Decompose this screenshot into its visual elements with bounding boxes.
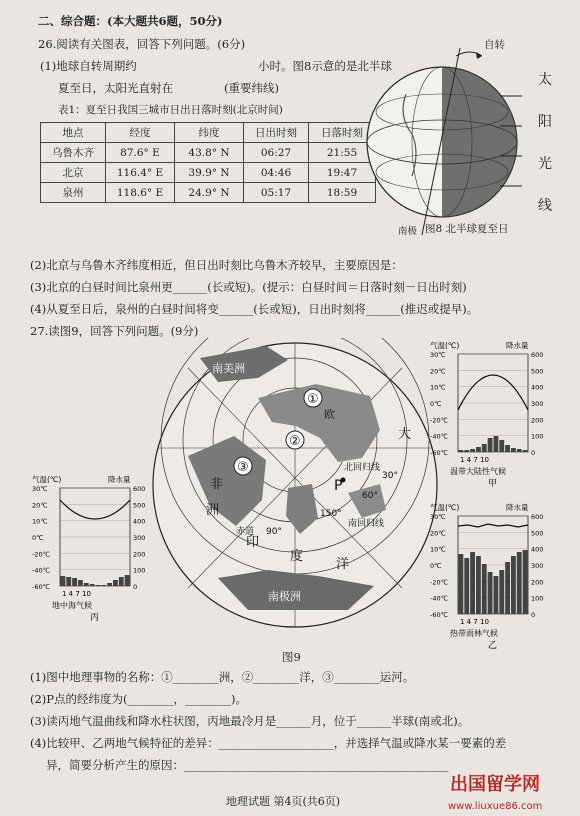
table-cell: 18:59 (309, 183, 376, 203)
precip-bar (494, 436, 499, 452)
climate-chart-jia (428, 338, 558, 490)
watermark-site: 出国留学网 (450, 774, 540, 795)
precip-bar (505, 445, 510, 452)
table-header: 经度 (106, 123, 175, 143)
q27-p4a: (4)比较甲、乙两地气候特征的差异：____________________，并选择气温或降水某一要素的差 (30, 736, 507, 750)
table-cell: 北京 (41, 163, 106, 183)
q26-table-caption: 表1：夏至日我国三城市日出日落时刻(北京时间) (58, 104, 283, 116)
map-label: 60° (362, 491, 378, 501)
q26-p3: (3)北京的白昼时间比泉州更______(长或短)。(提示：白昼时间＝日落时刻－日出时刻) (30, 280, 467, 294)
temp-tick-label: -60℃ (430, 449, 448, 457)
temp-tick-label: -40℃ (32, 566, 50, 575)
night-side (442, 67, 517, 217)
temp-tick-label: 20℃ (430, 367, 446, 376)
climate-letter: 甲 (488, 479, 498, 489)
precip-bar (84, 583, 89, 586)
rain-tick-label: 0 (531, 449, 536, 457)
precip-bar (119, 577, 124, 586)
fig9-caption: 图9 (282, 650, 301, 664)
watermark-url: www.liuxue86.com (448, 801, 543, 812)
temp-tick-label: -20℃ (32, 550, 50, 559)
rain-tick-label: 500 (531, 367, 544, 376)
rain-tick-label: 100 (531, 594, 544, 603)
rain-tick-label: 0 (133, 583, 138, 591)
temp-axis-label: 气温(℃) (430, 503, 460, 512)
map-label: 洲 (206, 503, 220, 518)
precip-bar (464, 558, 469, 614)
table-header-row (41, 123, 376, 143)
precip-bar (517, 449, 522, 452)
q27-p2: (2)P点的经纬度为(________，________)。 (30, 692, 247, 706)
map-label: 90° (266, 527, 282, 537)
table-cell: 06:27 (244, 143, 309, 163)
precip-bar (523, 450, 528, 452)
rain-tick-label: 400 (531, 383, 544, 392)
precip-bar (505, 562, 510, 614)
temperature-curve (458, 524, 528, 527)
temp-tick-label: 30℃ (32, 485, 48, 493)
temp-tick-label: 10℃ (430, 545, 446, 554)
table-cell: 19:47 (309, 163, 376, 183)
marker-2-label: ② (289, 434, 301, 449)
temp-tick-label: -40℃ (430, 594, 448, 603)
q27-p4b: 异，简要分析产生的原因：______________________________________________ (46, 758, 449, 772)
map-label: 非 (210, 477, 224, 492)
table-cell: 43.8° N (175, 143, 244, 163)
rain-tick-label: 0 (531, 611, 536, 619)
temperature-curve (60, 500, 130, 519)
q26-p1c: 夏至日，太阳光直射在 (58, 81, 173, 95)
precip-bar (464, 450, 469, 452)
map-label: 赤道 (236, 527, 255, 537)
rain-axis-label: 降水量 (506, 341, 529, 350)
table-cell: 泉州 (41, 183, 106, 203)
table-row (41, 143, 376, 163)
precip-bar (476, 556, 481, 614)
map-label: 南回归线 (348, 519, 385, 529)
temperature-curve (458, 375, 528, 410)
page-footer: 地理试题 第4页(共6页) (226, 795, 341, 808)
rain-tick-label: 600 (133, 485, 146, 493)
precip-bar (511, 448, 516, 452)
table-header: 日落时刻 (309, 123, 376, 143)
climate-name: 地中海气候 (52, 601, 92, 610)
precip-bar (459, 450, 464, 452)
precip-bar (499, 570, 504, 614)
rain-tick-label: 100 (531, 432, 544, 441)
table-cell: 24.9° N (175, 183, 244, 203)
precip-bar (101, 585, 106, 586)
map-label: 度 (290, 549, 304, 564)
climate-chart-bing (30, 472, 160, 624)
q26-table (40, 122, 376, 203)
precip-bar (482, 564, 487, 614)
precip-bar (488, 438, 493, 452)
temp-tick-label: -20℃ (430, 416, 448, 425)
table-cell: 39.9° N (175, 163, 244, 183)
rain-tick-label: 500 (133, 501, 146, 510)
rain-axis-label: 降水量 (506, 503, 529, 512)
table-header: 地点 (41, 123, 106, 143)
q26-p1a: (1)地球自转周期约 (40, 59, 137, 73)
rain-tick-label: 600 (531, 513, 544, 521)
rain-tick-label: 500 (531, 529, 544, 538)
temp-tick-label: 0℃ (430, 562, 442, 570)
table-row (41, 163, 376, 183)
map-label: 南极洲 (268, 590, 301, 603)
month-ticks: 1 4 7 10 (460, 456, 489, 464)
precip-bar (470, 449, 475, 452)
q27-p1: (1)图中地理事物的名称：①________洲，②________洋，③________运河。 (30, 670, 415, 684)
table-cell: 87.6° E (106, 143, 175, 163)
rotation-arrowhead (476, 52, 482, 59)
precip-bar (470, 552, 475, 614)
map-label: 欧 (324, 408, 335, 421)
map-label: 洋 (336, 557, 350, 572)
precip-bar (476, 447, 481, 452)
figure-9-map (148, 338, 443, 633)
temp-axis-label: 气温(℃) (430, 341, 460, 350)
temp-tick-label: 10℃ (32, 517, 48, 526)
precip-bar (90, 584, 95, 586)
temp-tick-label: -20℃ (430, 578, 448, 587)
rotation-label: 自转 (484, 39, 505, 51)
table-cell: 118.6° E (106, 183, 175, 203)
precip-bar (511, 556, 516, 614)
precip-bar (459, 554, 464, 614)
q26-p4: (4)从夏至日后，泉州的白昼时间将变______(长或短)，日出时刻将______(推迟或提早)。 (30, 302, 479, 316)
precip-bar (482, 444, 487, 452)
table-cell: 乌鲁木齐 (41, 143, 106, 163)
rain-tick-label: 400 (133, 517, 146, 526)
climate-chart-yi (428, 500, 558, 652)
climate-name: 温带大陆性气候 (450, 467, 506, 476)
sun-char: 阳 (538, 114, 552, 130)
map-label: 大 (398, 427, 412, 442)
q27-p3: (3)读丙地气温曲线和降水柱状图，丙地最冷月是______月，位于______半球(南或北)。 (30, 714, 470, 728)
precip-bar (107, 583, 112, 586)
rain-tick-label: 200 (133, 550, 146, 559)
precip-bar (61, 576, 66, 586)
rain-tick-label: 300 (133, 534, 146, 542)
precip-bar (113, 580, 118, 586)
marker-3-label: ③ (237, 460, 249, 475)
rain-tick-label: 200 (531, 416, 544, 425)
point-p-label: P (334, 478, 343, 494)
climate-letter: 乙 (488, 641, 498, 651)
rain-tick-label: 400 (531, 545, 544, 554)
precip-bar (523, 550, 528, 614)
rain-tick-label: 200 (531, 578, 544, 587)
map-label: 150° (320, 509, 342, 519)
table-row (41, 183, 376, 203)
south-pole-label: 南极 (398, 226, 418, 237)
map-label: 30° (382, 471, 398, 481)
q27-stem: 27.读图9，回答下列问题。(9分) (30, 324, 199, 338)
sun-char: 线 (538, 198, 552, 214)
temp-tick-label: -60℃ (32, 583, 50, 591)
map-label: 印 (246, 535, 260, 550)
climate-letter: 丙 (90, 613, 100, 623)
q26-p2: (2)北京与乌鲁木齐纬度相近，但日出时刻比乌鲁木齐较早，主要原因是： (30, 258, 403, 272)
marker-1-label: ① (307, 392, 319, 407)
temp-tick-label: 30℃ (430, 351, 446, 359)
table-cell: 116.4° E (106, 163, 175, 183)
precip-bar (499, 440, 504, 452)
precip-bar (78, 580, 83, 586)
temp-tick-label: -60℃ (430, 611, 448, 619)
rain-tick-label: 100 (133, 566, 146, 575)
table-header: 日出时刻 (244, 123, 309, 143)
rain-axis-label: 降水量 (108, 475, 131, 484)
temp-tick-label: 30℃ (430, 513, 446, 521)
map-label: 南美洲 (212, 362, 245, 375)
figure-8-globe (360, 30, 560, 245)
temp-tick-label: 10℃ (430, 383, 446, 392)
q26-stem: 26.阅读有关图表，回答下列问题。(6分) (38, 37, 246, 51)
month-ticks: 1 4 7 10 (460, 618, 489, 626)
sun-char: 太 (538, 72, 552, 88)
temp-tick-label: 0℃ (430, 400, 442, 408)
section-title: 二、综合题：(本大题共6题，50分) (38, 14, 223, 28)
precip-bar (125, 575, 130, 586)
rain-tick-label: 600 (531, 351, 544, 359)
table-header: 纬度 (175, 123, 244, 143)
rain-tick-label: 300 (531, 562, 544, 570)
precip-bar (517, 552, 522, 614)
fig8-caption: 图8 北半球夏至日 (425, 223, 509, 235)
month-ticks: 1 4 7 10 (62, 590, 91, 598)
sun-char: 光 (538, 156, 552, 172)
temp-tick-label: -40℃ (430, 432, 448, 441)
precip-bar (494, 576, 499, 614)
q26-p1b: 小时。图8示意的是北半球 (258, 59, 392, 73)
temp-tick-label: 20℃ (32, 501, 48, 510)
temp-tick-label: 0℃ (32, 534, 44, 542)
precip-bar (66, 577, 71, 586)
q26-p1d: (重要纬线) (224, 81, 279, 95)
temp-axis-label: 气温(℃) (32, 475, 62, 484)
table-cell: 04:46 (244, 163, 309, 183)
table-cell: 05:17 (244, 183, 309, 203)
map-label: 北回归线 (344, 463, 381, 473)
precip-bar (72, 578, 77, 586)
rain-tick-label: 300 (531, 400, 544, 408)
precip-bar (488, 572, 493, 614)
temp-tick-label: 20℃ (430, 529, 446, 538)
precip-bar (96, 585, 101, 586)
table-cell: 21:55 (309, 143, 376, 163)
climate-name: 热带雨林气候 (450, 629, 498, 638)
